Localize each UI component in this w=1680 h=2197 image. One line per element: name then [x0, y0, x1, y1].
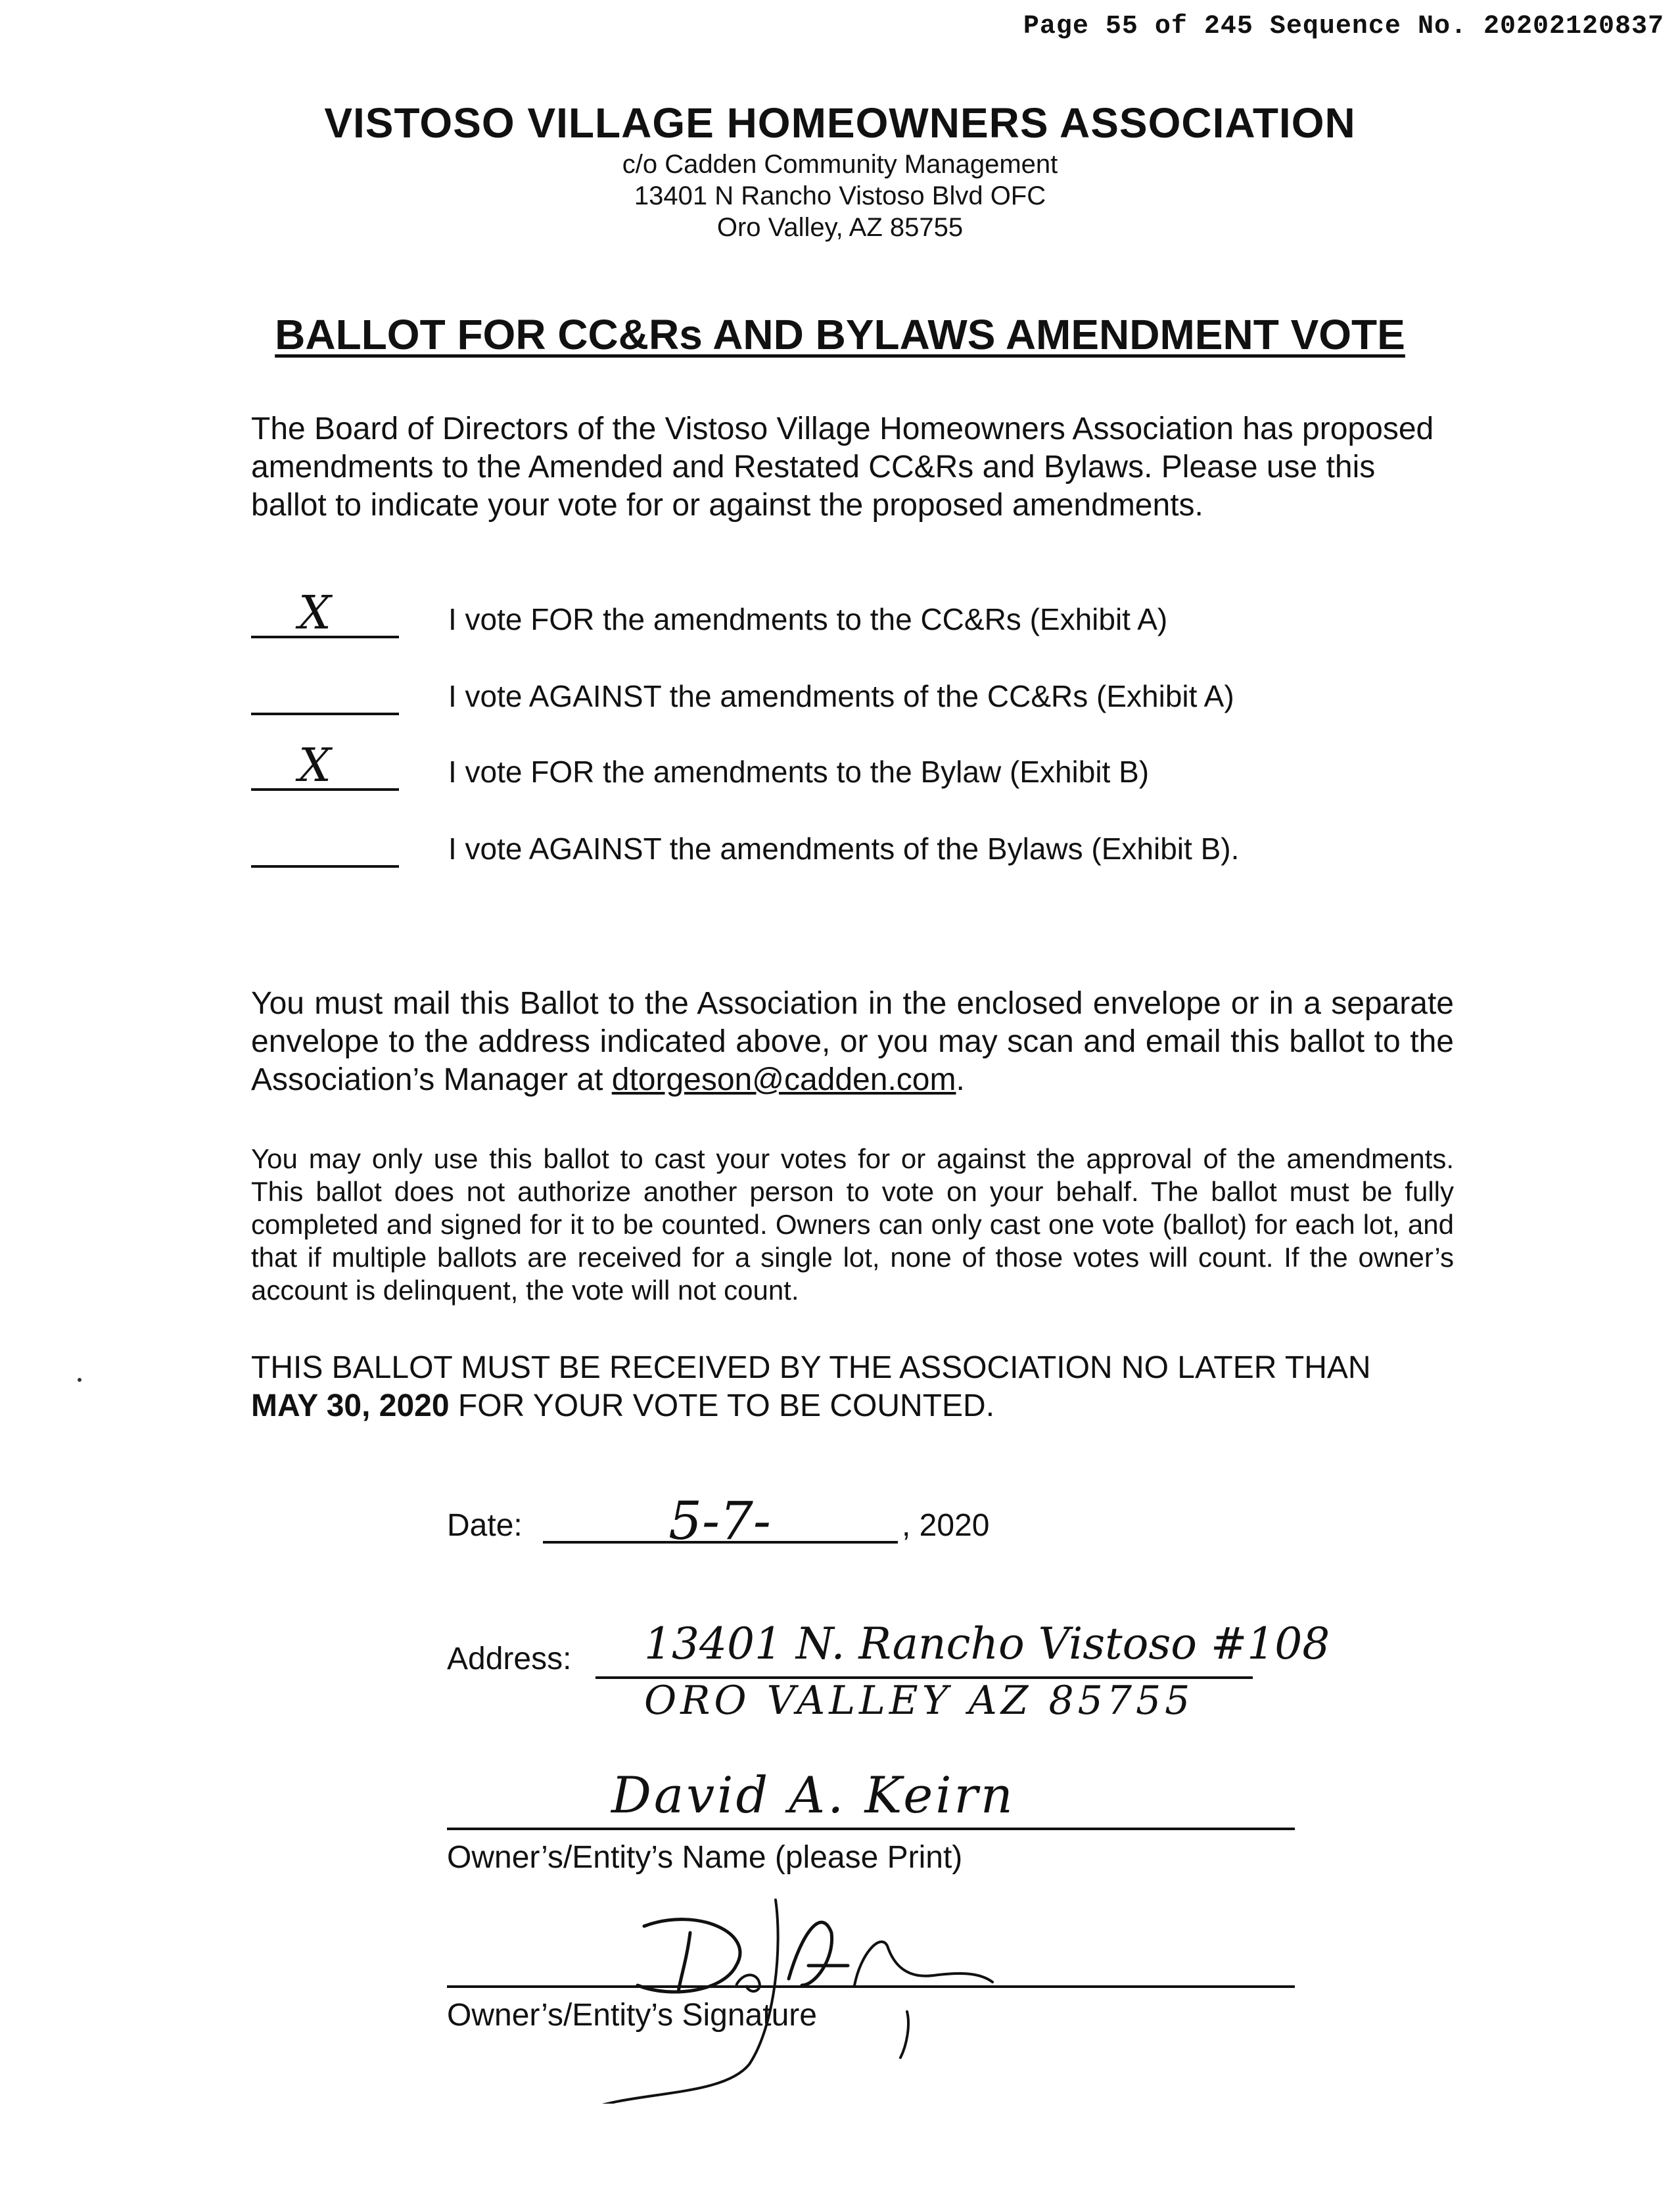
- vote-option-label: I vote AGAINST the amendments of the CC&Rs (Exhibit A): [448, 679, 1234, 713]
- vote-mark: X: [298, 586, 331, 640]
- mailing-instructions: [251, 985, 1454, 1099]
- vote-option-against-ccrs[interactable]: [251, 672, 1500, 718]
- owner-signature-field[interactable]: [447, 1893, 1295, 2110]
- address-field[interactable]: [447, 1618, 1330, 1742]
- owner-name-caption: Owner’s/Entity’s Name (please Print): [447, 1840, 963, 1875]
- address-line-3: Oro Valley, AZ 85755: [716, 213, 964, 242]
- date-label: Date:: [447, 1508, 523, 1543]
- scan-speck: [78, 1378, 82, 1382]
- address-label: Address:: [447, 1642, 572, 1676]
- deadline-line-2: [251, 1387, 1454, 1425]
- deadline-rest: FOR YOUR VOTE TO BE COUNTED.: [449, 1388, 995, 1423]
- vote-option-label: I vote FOR the amendments to the Bylaw (Exhibit B): [448, 755, 1150, 789]
- vote-option-against-bylaws[interactable]: [251, 824, 1500, 870]
- signature-caption: Owner’s/Entity’s Signature: [447, 1998, 817, 2033]
- manager-email-link[interactable]: dtorgeson@cadden.com: [611, 1062, 956, 1097]
- instructions-text: You must mail this Ballot to the Association in the enclosed envelope or in a separate envelope to the address indicated above, or you may scan and email this ballot to the Association’s Manager at: [251, 986, 1454, 1097]
- ballot-title: BALLOT FOR CC&Rs AND BYLAWS AMENDMENT VOTE: [275, 311, 1405, 358]
- vote-option-label: I vote FOR the amendments to the CC&Rs (Exhibit A): [448, 602, 1168, 636]
- date-handwritten: 5-7-: [668, 1490, 771, 1551]
- instructions-end: .: [956, 1062, 965, 1097]
- address-line-1: c/o Cadden Community Management: [622, 150, 1058, 179]
- association-name: VISTOSO VILLAGE HOMEOWNERS ASSOCIATION: [324, 99, 1356, 147]
- date-field[interactable]: [447, 1492, 1236, 1551]
- vote-option-label: I vote AGAINST the amendments of the Bylaws (Exhibit B).: [448, 832, 1240, 866]
- address-handwritten-line-1: 13401 N. Rancho Vistoso #108: [644, 1618, 1330, 1669]
- vote-blank-line[interactable]: [251, 667, 399, 715]
- address-handwritten-line-2: ORO VALLEY AZ 85755: [644, 1678, 1194, 1724]
- deadline-date: MAY 30, 2020: [251, 1388, 450, 1423]
- association-address: [0, 149, 1680, 243]
- ballot-rules: You may only use this ballot to cast your votes for or against the approval of the amendments. This ballot does not authorize another person to vote on your behalf. The ballot must be fully completed and signed for it to be counted. Owners can only cast one vote (ballot) for each lot, and that if multiple ballots are received for a single lot, none of those votes will count. If the owner’s account is delinquent, the vote will not count.: [251, 1143, 1454, 1306]
- vote-mark: X: [298, 738, 331, 792]
- owner-name-field[interactable]: [447, 1762, 1295, 1893]
- page-header: Page 55 of 245 Sequence No. 20202120837: [1023, 12, 1664, 41]
- owner-name-handwritten: David A. Keirn: [611, 1766, 1015, 1824]
- vote-blank-line[interactable]: [251, 819, 399, 868]
- address-line-2: 13401 N Rancho Vistoso Blvd OFC: [634, 181, 1046, 210]
- vote-option-for-bylaws[interactable]: [251, 738, 1500, 793]
- intro-paragraph: The Board of Directors of the Vistoso Village Homeowners Association has proposed amendments to the Amended and Restated CC&Rs and Bylaws. Please use this ballot to indicate your vote for or against the proposed amendments.: [251, 412, 1434, 523]
- vote-option-for-ccrs[interactable]: [251, 586, 1500, 641]
- deadline-notice: [251, 1349, 1454, 1425]
- deadline-line-1: THIS BALLOT MUST BE RECEIVED BY THE ASSOCIATION NO LATER THAN: [251, 1350, 1371, 1385]
- date-year: , 2020: [902, 1508, 990, 1543]
